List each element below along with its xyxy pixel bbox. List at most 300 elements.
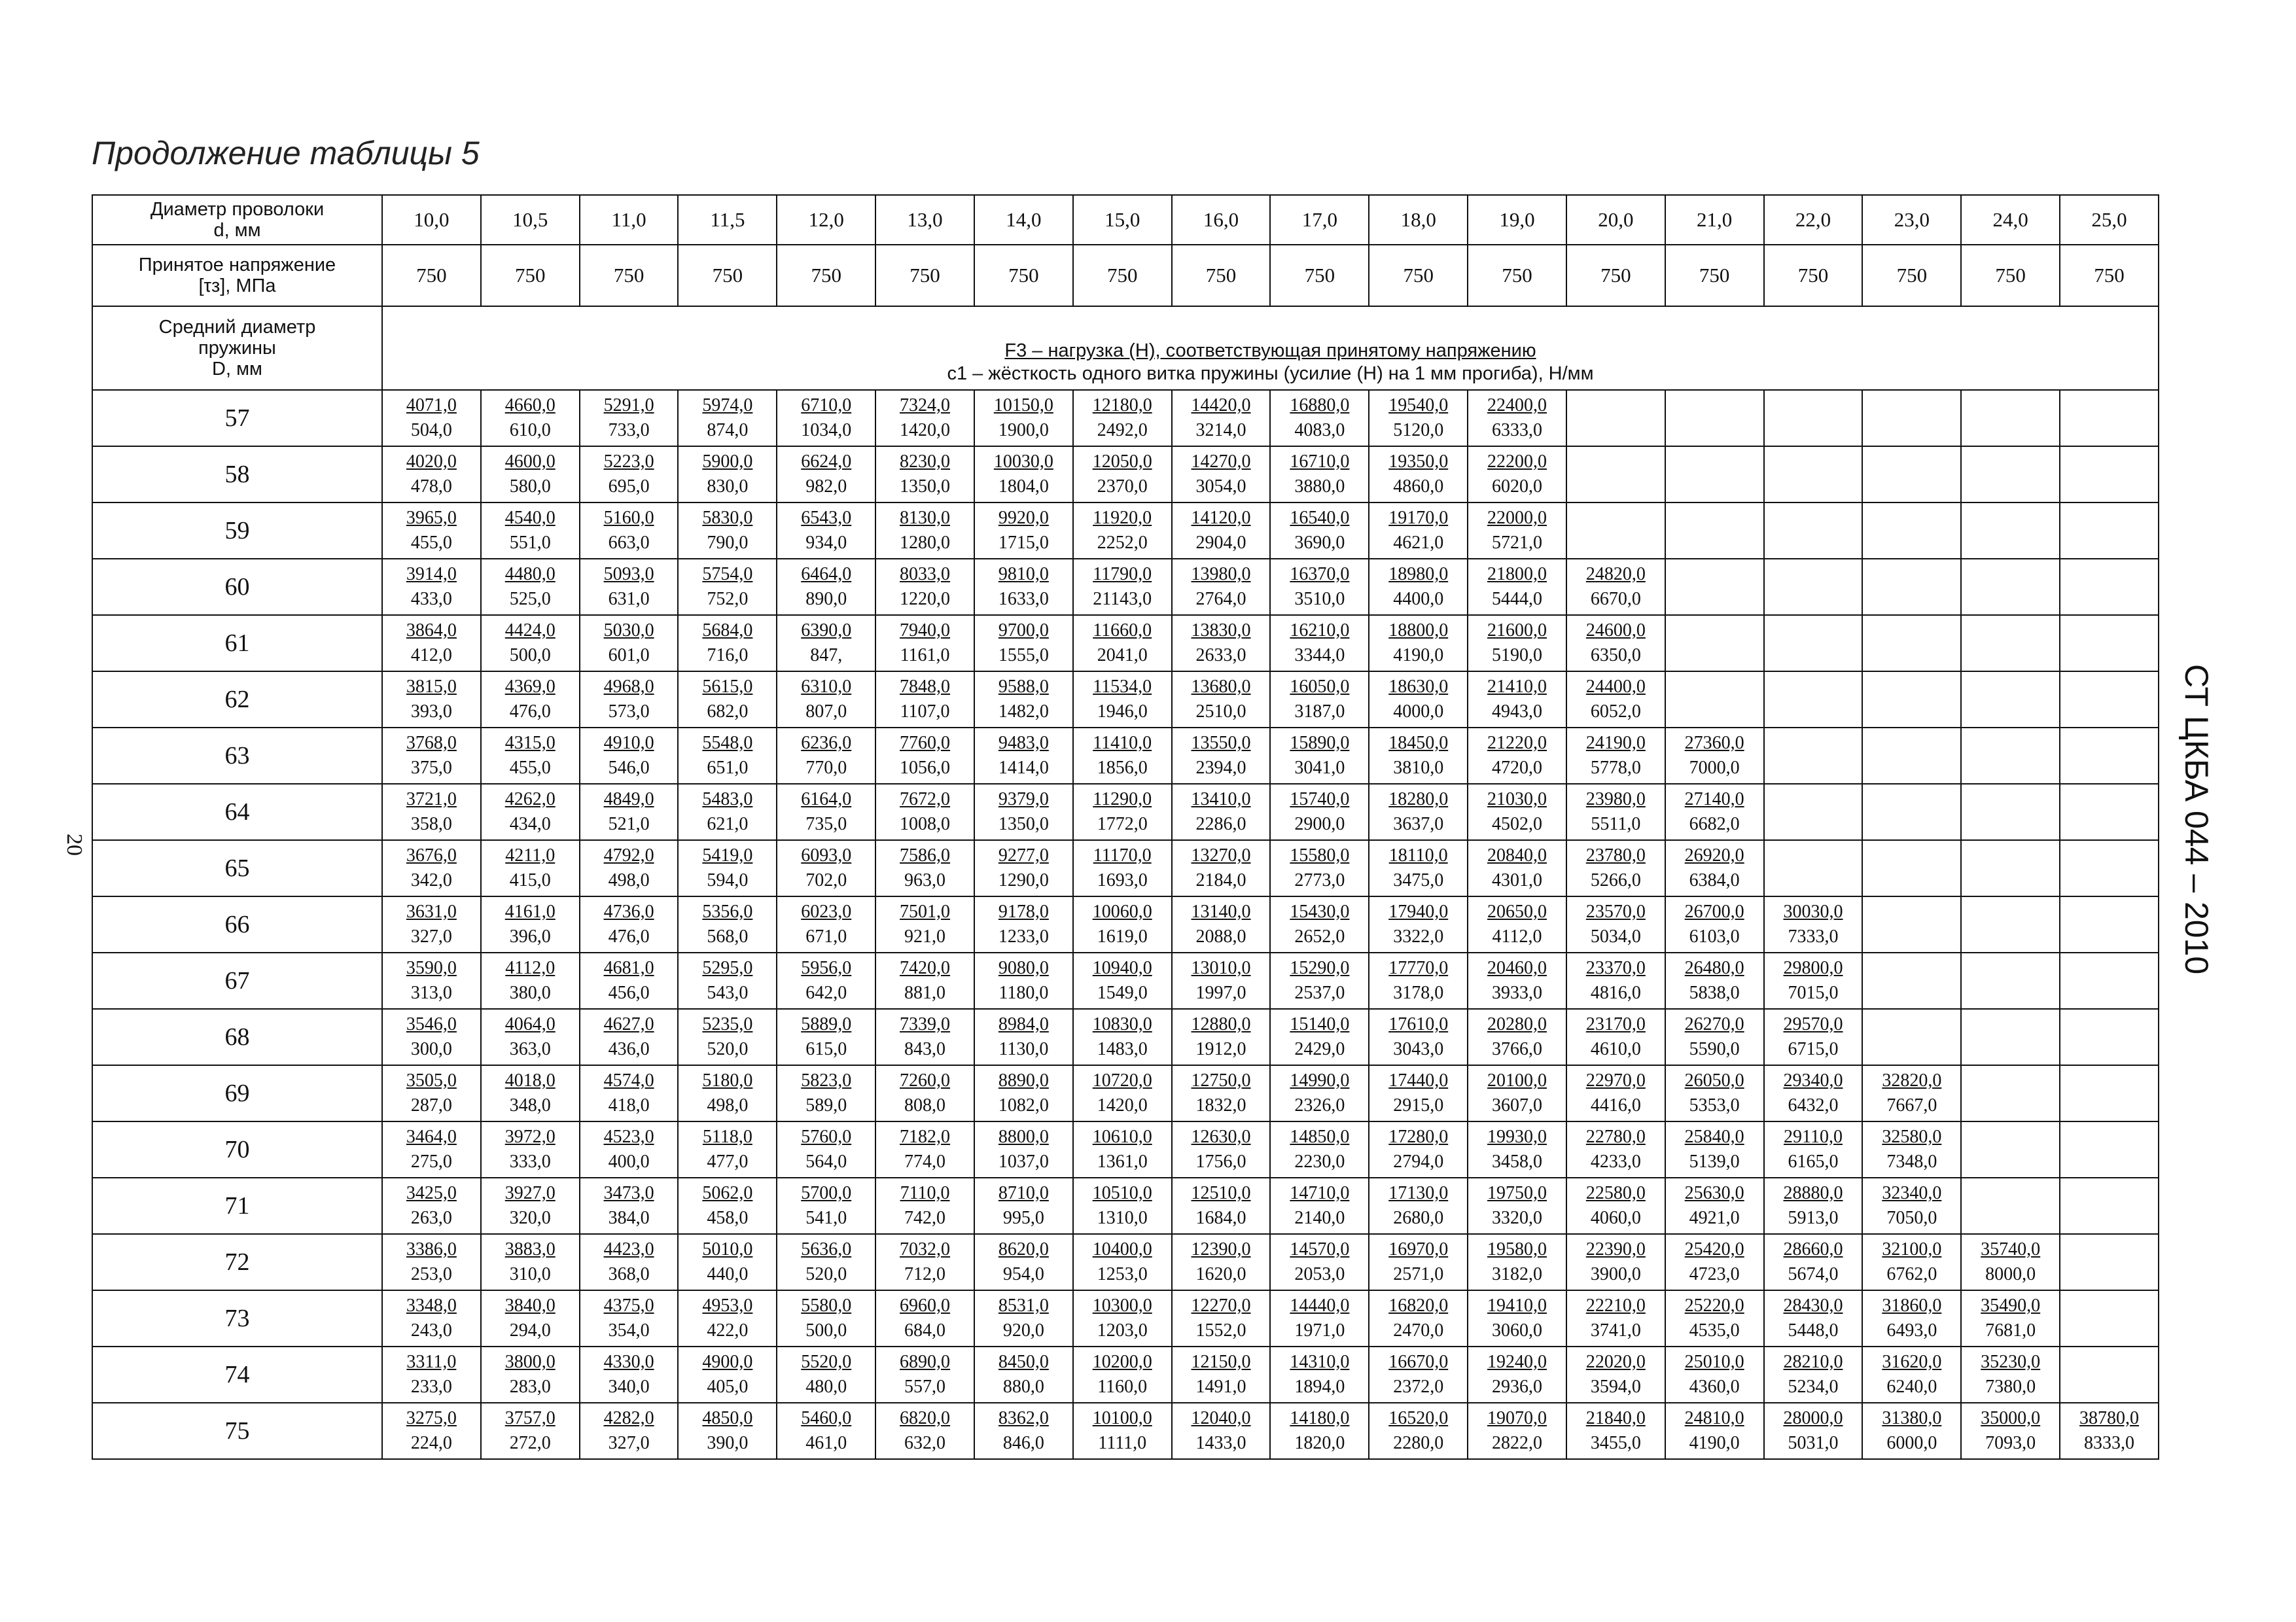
table-cell — [875, 1347, 974, 1403]
table-cell — [1862, 1290, 1961, 1347]
load-value: 30030,0 — [1783, 902, 1843, 922]
table-cell — [2060, 1234, 2159, 1290]
table-cell — [1073, 1009, 1172, 1065]
table-cell — [678, 840, 777, 896]
stiffness-value: 4400,0 — [1393, 589, 1444, 609]
table-cell — [1073, 502, 1172, 559]
load-value: 4681,0 — [603, 958, 654, 978]
load-value: 5520,0 — [801, 1352, 852, 1372]
table-cell — [1172, 671, 1271, 728]
load-value: 5356,0 — [702, 902, 753, 922]
stiffness-value: 2370,0 — [1097, 476, 1148, 497]
stiffness-value: 557,0 — [904, 1377, 946, 1397]
load-value: 5030,0 — [603, 620, 654, 641]
stiffness-value: 3054,0 — [1195, 476, 1246, 497]
table-cell — [1073, 559, 1172, 615]
table-cell — [580, 728, 679, 784]
stiffness-value: 1997,0 — [1195, 983, 1246, 1003]
table-cell — [777, 1234, 875, 1290]
load-value: 12150,0 — [1191, 1352, 1251, 1372]
table-cell — [974, 1121, 1073, 1178]
stiffness-value: 310,0 — [509, 1264, 551, 1284]
stiffness-value: 436,0 — [608, 1039, 650, 1059]
stiffness-value: 275,0 — [410, 1152, 452, 1172]
table-cell — [481, 1065, 580, 1121]
table-cell — [875, 784, 974, 840]
stiffness-value: 3607,0 — [1492, 1095, 1543, 1116]
table-row — [92, 1065, 2159, 1121]
stiffness-value: 5511,0 — [1591, 814, 1641, 834]
stiffness-value: 2794,0 — [1393, 1152, 1444, 1172]
table-row — [92, 446, 2159, 502]
table-cell — [974, 1347, 1073, 1403]
table-row — [92, 1290, 2159, 1347]
table-cell — [1665, 502, 1764, 559]
load-value: 16820,0 — [1388, 1296, 1449, 1316]
table-cell — [1862, 671, 1961, 728]
mean-diameter-cell: 73 — [92, 1290, 382, 1347]
load-value: 4523,0 — [603, 1127, 654, 1147]
load-value: 7420,0 — [900, 958, 951, 978]
load-value: 26700,0 — [1684, 902, 1744, 922]
stiffness-value: 846,0 — [1002, 1433, 1044, 1453]
table-cell — [1961, 1403, 2060, 1459]
stiffness-value: 422,0 — [707, 1320, 749, 1341]
table-cell — [1073, 1178, 1172, 1234]
load-value: 4849,0 — [603, 789, 654, 809]
load-value: 9379,0 — [998, 789, 1049, 809]
stiffness-value: 5031,0 — [1788, 1433, 1839, 1453]
load-value: 5684,0 — [702, 620, 753, 641]
stiffness-value: 4943,0 — [1492, 701, 1543, 722]
stiffness-value: 405,0 — [707, 1377, 749, 1397]
load-value: 24190,0 — [1585, 733, 1646, 753]
table-cell — [875, 953, 974, 1009]
load-value: 6093,0 — [801, 845, 852, 866]
stiffness-value: 716,0 — [707, 645, 749, 665]
table-cell — [875, 1178, 974, 1234]
table-cell — [1665, 1065, 1764, 1121]
table-cell — [777, 559, 875, 615]
legend-note-line2: c1 – жёсткость одного витка пружины (усилие (Н) на 1 мм прогиба), Н/мм — [947, 363, 1594, 384]
table-cell — [1566, 953, 1665, 1009]
load-value: 17940,0 — [1388, 902, 1449, 922]
load-value: 6390,0 — [801, 620, 852, 641]
stiffness-value: 368,0 — [608, 1264, 650, 1284]
stress-cell: 750 — [1764, 245, 1863, 306]
load-value: 21800,0 — [1487, 564, 1547, 584]
mean-diameter-cell: 75 — [92, 1403, 382, 1459]
page-number: 20 — [62, 834, 86, 856]
table-cell — [2060, 446, 2159, 502]
table-cell — [580, 784, 679, 840]
load-value: 5754,0 — [702, 564, 753, 584]
stress-cell: 750 — [1270, 245, 1369, 306]
load-value: 5093,0 — [603, 564, 654, 584]
load-value: 28880,0 — [1783, 1183, 1843, 1203]
load-value: 7501,0 — [900, 902, 951, 922]
stiffness-value: 7348,0 — [1886, 1152, 1937, 1172]
stiffness-value: 2680,0 — [1393, 1208, 1444, 1228]
load-value: 26050,0 — [1684, 1070, 1744, 1091]
mean-diameter-cell: 60 — [92, 559, 382, 615]
table-cell — [1566, 615, 1665, 671]
load-value: 6310,0 — [801, 677, 852, 697]
table-row — [92, 615, 2159, 671]
table-cell — [382, 1234, 481, 1290]
load-value: 27360,0 — [1684, 733, 1744, 753]
stiffness-value: 1804,0 — [998, 476, 1049, 497]
stiffness-value: 1233,0 — [998, 926, 1049, 947]
load-value: 17130,0 — [1388, 1183, 1449, 1203]
table-cell — [1961, 1234, 2060, 1290]
stiffness-value: 920,0 — [1002, 1320, 1044, 1341]
table-cell — [1369, 615, 1468, 671]
table-cell — [1665, 1347, 1764, 1403]
load-value: 19410,0 — [1487, 1296, 1547, 1316]
stress-cell: 750 — [1468, 245, 1566, 306]
table-cell — [678, 446, 777, 502]
mean-label-line3: D, мм — [212, 359, 262, 379]
table-cell — [1566, 1178, 1665, 1234]
stiffness-value: 7681,0 — [1985, 1320, 2036, 1341]
table-cell — [1764, 784, 1863, 840]
table-cell — [678, 671, 777, 728]
table-cell — [1764, 1290, 1863, 1347]
table-cell — [382, 615, 481, 671]
table-cell — [1665, 615, 1764, 671]
load-value: 25630,0 — [1684, 1183, 1744, 1203]
stiffness-value: 1894,0 — [1294, 1377, 1345, 1397]
table-cell — [777, 671, 875, 728]
table-cell — [1172, 1121, 1271, 1178]
load-value: 11790,0 — [1093, 564, 1152, 584]
load-value: 23170,0 — [1585, 1014, 1646, 1034]
stiffness-value: 2764,0 — [1195, 589, 1246, 609]
table-cell — [382, 1403, 481, 1459]
stiffness-value: 4233,0 — [1590, 1152, 1641, 1172]
load-value: 15740,0 — [1290, 789, 1350, 809]
table-cell — [580, 1290, 679, 1347]
table-cell — [382, 559, 481, 615]
stiffness-value: 1946,0 — [1097, 701, 1148, 722]
stiffness-value: 564,0 — [805, 1152, 847, 1172]
table-cell — [580, 502, 679, 559]
load-value: 10030,0 — [993, 451, 1053, 472]
table-cell — [1764, 1065, 1863, 1121]
load-value: 4540,0 — [504, 508, 556, 528]
stiffness-value: 790,0 — [707, 533, 749, 553]
load-value: 35740,0 — [1981, 1239, 2041, 1260]
table-cell — [1665, 1290, 1764, 1347]
stiffness-value: 546,0 — [608, 758, 650, 778]
stiffness-value: 684,0 — [904, 1320, 946, 1341]
table-cell — [1862, 1178, 1961, 1234]
table-cell — [1073, 1065, 1172, 1121]
table-cell — [875, 390, 974, 446]
load-value: 5830,0 — [702, 508, 753, 528]
table-cell — [382, 1065, 481, 1121]
table-cell — [2060, 1009, 2159, 1065]
stiffness-value: 1912,0 — [1195, 1039, 1246, 1059]
load-value: 13680,0 — [1191, 677, 1251, 697]
table-cell — [2060, 671, 2159, 728]
table-cell — [974, 1065, 1073, 1121]
table-cell — [481, 728, 580, 784]
table-cell — [481, 615, 580, 671]
load-value: 7032,0 — [900, 1239, 951, 1260]
load-value: 13830,0 — [1191, 620, 1251, 641]
load-value: 35000,0 — [1981, 1408, 2041, 1428]
stiffness-value: 1008,0 — [900, 814, 951, 834]
table-cell — [2060, 615, 2159, 671]
table-cell — [1468, 1065, 1566, 1121]
table-cell — [382, 953, 481, 1009]
stiffness-value: 2510,0 — [1195, 701, 1246, 722]
stiffness-value: 671,0 — [805, 926, 847, 947]
table-cell — [1764, 446, 1863, 502]
load-value: 12750,0 — [1191, 1070, 1251, 1091]
stiffness-value: 3344,0 — [1294, 645, 1345, 665]
stiffness-value: 1361,0 — [1097, 1152, 1148, 1172]
load-value: 10510,0 — [1092, 1183, 1152, 1203]
table-cell — [1468, 502, 1566, 559]
table-cell — [2060, 390, 2159, 446]
stiffness-value: 5778,0 — [1590, 758, 1641, 778]
table-cell — [2060, 784, 2159, 840]
load-value: 22970,0 — [1585, 1070, 1646, 1091]
stiffness-value: 712,0 — [904, 1264, 946, 1284]
load-value: 3840,0 — [504, 1296, 556, 1316]
table-cell — [777, 1403, 875, 1459]
table-cell — [1862, 896, 1961, 953]
stress-cell: 750 — [382, 245, 481, 306]
table-cell — [481, 1403, 580, 1459]
stiffness-value: 1491,0 — [1195, 1377, 1246, 1397]
stiffness-value: 5234,0 — [1788, 1377, 1839, 1397]
load-value: 7940,0 — [900, 620, 951, 641]
stiffness-value: 1900,0 — [998, 420, 1049, 440]
stiffness-value: 5120,0 — [1393, 420, 1444, 440]
load-value: 3464,0 — [406, 1127, 457, 1147]
table-cell — [1764, 1234, 1863, 1290]
load-value: 5580,0 — [801, 1296, 852, 1316]
load-value: 8230,0 — [900, 451, 951, 472]
table-cell — [1270, 390, 1369, 446]
table-cell — [678, 559, 777, 615]
load-value: 3800,0 — [504, 1352, 556, 1372]
load-value: 18980,0 — [1388, 564, 1449, 584]
stiffness-value: 1290,0 — [998, 870, 1049, 890]
table-cell — [1172, 1065, 1271, 1121]
table-cell — [1862, 840, 1961, 896]
mean-diameter-cell: 72 — [92, 1234, 382, 1290]
table-cell — [1270, 784, 1369, 840]
table-cell — [678, 1403, 777, 1459]
table-cell — [382, 671, 481, 728]
stiffness-value: 7380,0 — [1985, 1377, 2036, 1397]
table-cell — [1468, 1234, 1566, 1290]
wire-diameter-cell: 17,0 — [1270, 195, 1369, 245]
stiffness-value: 3766,0 — [1492, 1039, 1543, 1059]
stiffness-value: 5590,0 — [1689, 1039, 1740, 1059]
load-value: 3473,0 — [603, 1183, 654, 1203]
table-cell — [580, 390, 679, 446]
stiffness-value: 6333,0 — [1492, 420, 1543, 440]
stiffness-value: 294,0 — [509, 1320, 551, 1341]
load-value: 5615,0 — [702, 677, 753, 697]
stiffness-value: 5139,0 — [1689, 1152, 1740, 1172]
table-cell — [1764, 728, 1863, 784]
stiffness-value: 601,0 — [608, 645, 650, 665]
stiffness-value: 651,0 — [707, 758, 749, 778]
load-value: 3757,0 — [504, 1408, 556, 1428]
stiffness-value: 300,0 — [410, 1039, 452, 1059]
load-value: 20460,0 — [1487, 958, 1547, 978]
load-value: 5223,0 — [603, 451, 654, 472]
table-cell — [875, 1065, 974, 1121]
load-value: 19240,0 — [1487, 1352, 1547, 1372]
table-cell — [382, 1178, 481, 1234]
table-cell — [1369, 840, 1468, 896]
stiffness-value: 6020,0 — [1492, 476, 1543, 497]
table-cell — [1961, 559, 2060, 615]
wire-diameter-cell: 10,0 — [382, 195, 481, 245]
load-value: 14120,0 — [1191, 508, 1251, 528]
stiffness-value: 682,0 — [707, 701, 749, 722]
stiffness-value: 3458,0 — [1492, 1152, 1543, 1172]
mean-label-line2: пружины — [198, 338, 276, 359]
stiffness-value: 1772,0 — [1097, 814, 1148, 834]
table-cell — [382, 446, 481, 502]
table-cell — [481, 784, 580, 840]
stiffness-value: 963,0 — [904, 870, 946, 890]
table-cell — [481, 1347, 580, 1403]
load-value: 6820,0 — [900, 1408, 951, 1428]
stiffness-value: 807,0 — [805, 701, 847, 722]
table-cell — [1369, 784, 1468, 840]
mean-diameter-cell: 61 — [92, 615, 382, 671]
load-value: 23570,0 — [1585, 902, 1646, 922]
load-value: 7848,0 — [900, 677, 951, 697]
load-value: 16670,0 — [1388, 1352, 1449, 1372]
wire-diameter-cell: 12,0 — [777, 195, 875, 245]
load-value: 31860,0 — [1882, 1296, 1942, 1316]
table-cell — [1172, 1290, 1271, 1347]
mean-diameter-cell: 69 — [92, 1065, 382, 1121]
load-value: 13550,0 — [1191, 733, 1251, 753]
load-value: 8531,0 — [998, 1296, 1049, 1316]
stiffness-value: 4502,0 — [1492, 814, 1543, 834]
load-value: 14310,0 — [1290, 1352, 1350, 1372]
table-cell — [678, 1065, 777, 1121]
table-cell — [1073, 728, 1172, 784]
table-cell — [1566, 559, 1665, 615]
table-row — [92, 728, 2159, 784]
stiffness-value: 1037,0 — [998, 1152, 1049, 1172]
stiffness-value: 1684,0 — [1195, 1208, 1246, 1228]
stiffness-value: 4060,0 — [1590, 1208, 1641, 1228]
load-value: 10940,0 — [1092, 958, 1152, 978]
stiffness-value: 6165,0 — [1788, 1152, 1839, 1172]
stiffness-value: 3933,0 — [1492, 983, 1543, 1003]
table-cell — [1073, 953, 1172, 1009]
stiffness-value: 7050,0 — [1886, 1208, 1937, 1228]
table-cell — [580, 671, 679, 728]
table-cell — [1172, 615, 1271, 671]
load-value: 20650,0 — [1487, 902, 1547, 922]
load-value: 6164,0 — [801, 789, 852, 809]
table-cell — [1468, 1347, 1566, 1403]
table-row — [92, 390, 2159, 446]
stiffness-value: 233,0 — [410, 1377, 452, 1397]
table-cell — [678, 1290, 777, 1347]
stiffness-value: 5674,0 — [1788, 1264, 1839, 1284]
load-value: 3721,0 — [406, 789, 457, 809]
load-value: 23370,0 — [1585, 958, 1646, 978]
stiffness-value: 6432,0 — [1788, 1095, 1839, 1116]
table-cell — [1566, 1290, 1665, 1347]
stiffness-value: 5838,0 — [1689, 983, 1740, 1003]
wire-diameter-cell: 15,0 — [1073, 195, 1172, 245]
table-cell — [2060, 1347, 2159, 1403]
table-cell — [1270, 896, 1369, 953]
table-cell — [1665, 728, 1764, 784]
load-value: 4792,0 — [603, 845, 654, 866]
load-value: 8130,0 — [900, 508, 951, 528]
table-cell — [1566, 896, 1665, 953]
mean-diameter-cell: 68 — [92, 1009, 382, 1065]
load-value: 4375,0 — [603, 1296, 654, 1316]
table-cell — [580, 1009, 679, 1065]
load-value: 18800,0 — [1388, 620, 1449, 641]
wire-diameter-cell: 10,5 — [481, 195, 580, 245]
stiffness-value: 3043,0 — [1393, 1039, 1444, 1059]
load-value: 13410,0 — [1191, 789, 1251, 809]
table-cell — [974, 559, 1073, 615]
load-value: 3348,0 — [406, 1296, 457, 1316]
stiffness-value: 498,0 — [608, 870, 650, 890]
stress-label-line1: Принятое напряжение — [138, 255, 336, 275]
stiffness-value: 8000,0 — [1985, 1264, 2036, 1284]
stiffness-value: 1693,0 — [1097, 870, 1148, 890]
load-value: 5295,0 — [702, 958, 753, 978]
load-value: 19540,0 — [1388, 395, 1449, 415]
load-value: 12880,0 — [1191, 1014, 1251, 1034]
wire-diameter-cell: 14,0 — [974, 195, 1073, 245]
load-value: 5700,0 — [801, 1183, 852, 1203]
stiffness-value: 880,0 — [1002, 1377, 1044, 1397]
load-value: 35230,0 — [1981, 1352, 2041, 1372]
table-cell — [974, 1403, 1073, 1459]
stiffness-value: 1715,0 — [998, 533, 1049, 553]
stress-label — [92, 245, 382, 306]
stress-cell: 750 — [875, 245, 974, 306]
table-row — [92, 953, 2159, 1009]
load-value: 4574,0 — [603, 1070, 654, 1091]
table-cell — [1468, 840, 1566, 896]
load-value: 3768,0 — [406, 733, 457, 753]
table-cell — [2060, 1121, 2159, 1178]
table-cell — [580, 1065, 679, 1121]
table-cell — [974, 784, 1073, 840]
table-cell — [678, 1009, 777, 1065]
stiffness-value: 363,0 — [509, 1039, 551, 1059]
table-cell — [1862, 559, 1961, 615]
table-cell — [1270, 1121, 1369, 1178]
table-cell — [481, 446, 580, 502]
load-value: 15140,0 — [1290, 1014, 1350, 1034]
